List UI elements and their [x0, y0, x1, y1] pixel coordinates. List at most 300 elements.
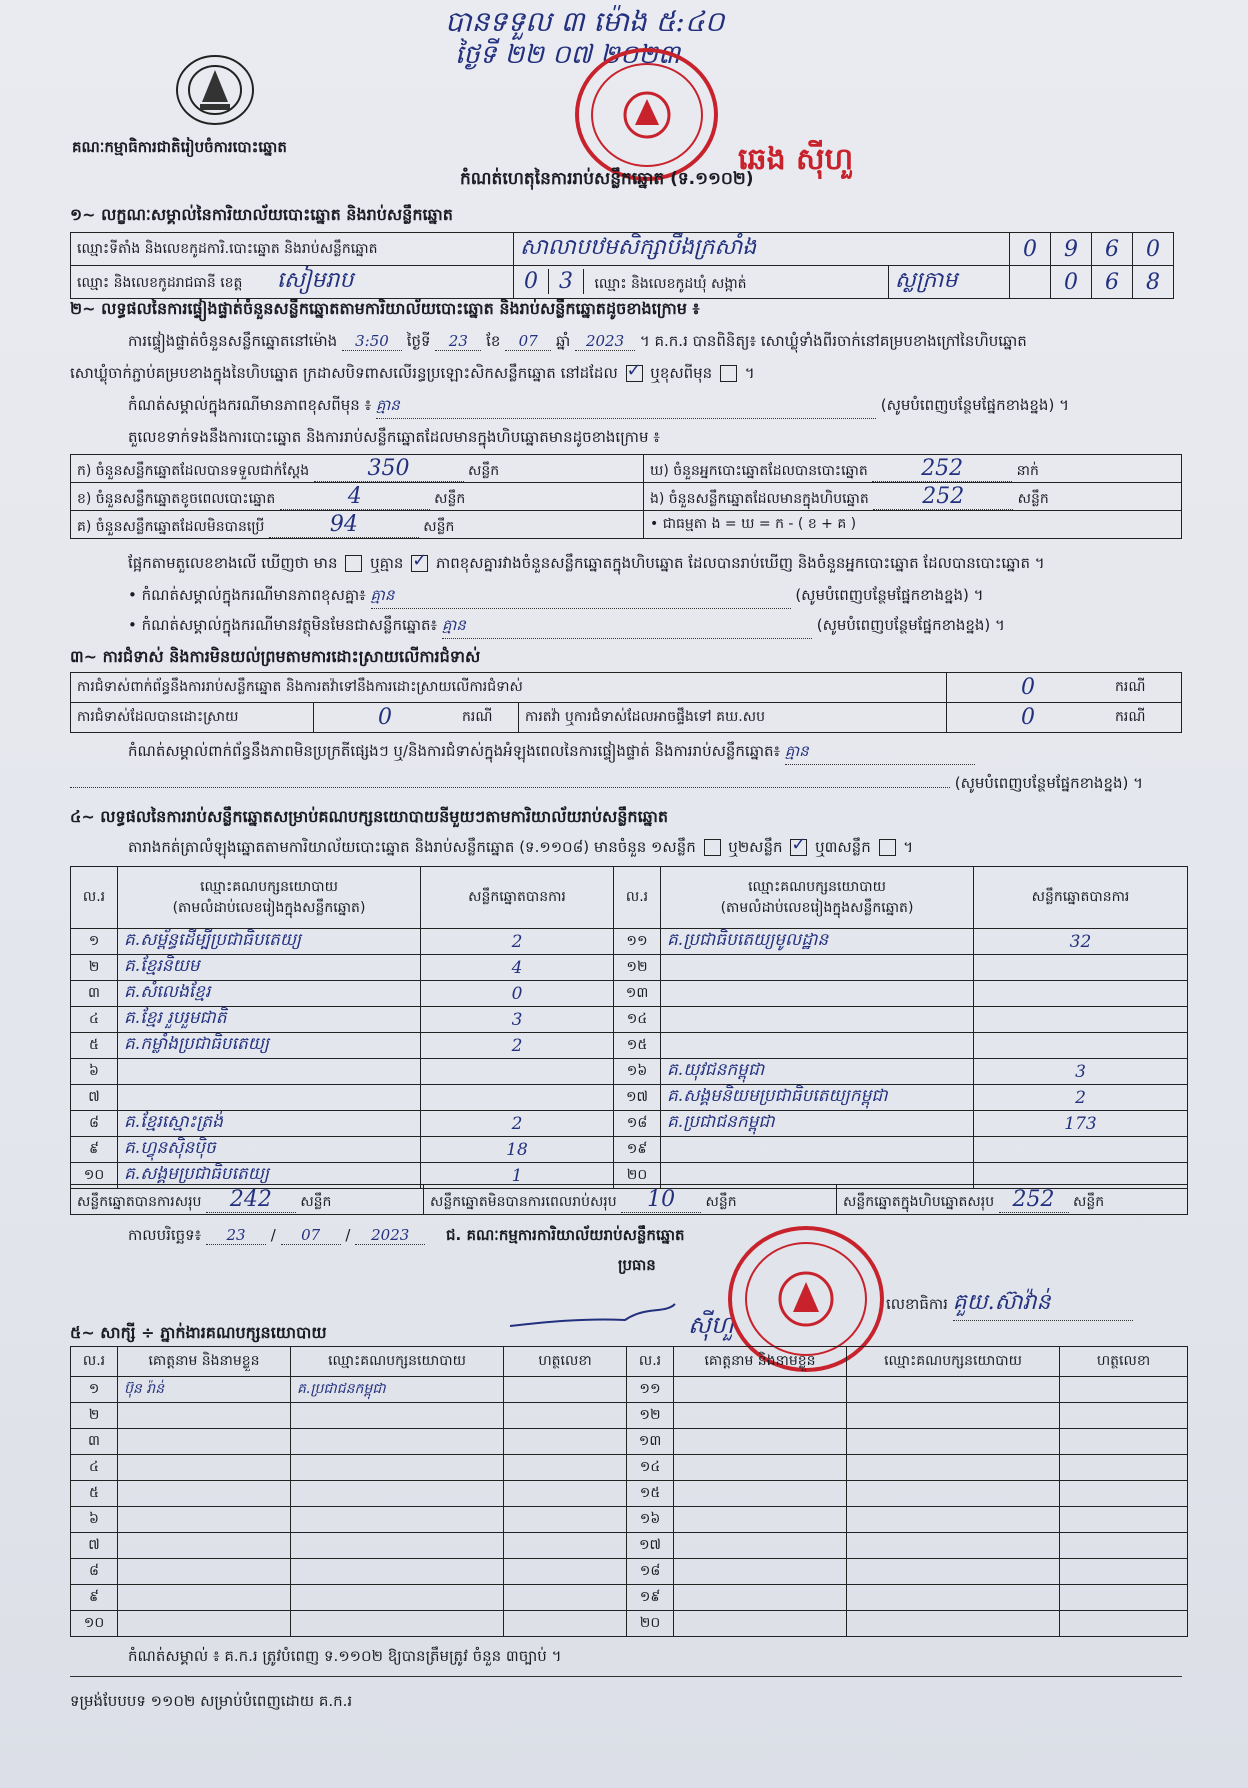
resolved-unit: ករណី: [456, 703, 519, 733]
objection-row1-value: 0: [947, 673, 1110, 703]
result-no: ៤: [71, 1007, 118, 1033]
witness-name-right: [674, 1585, 847, 1611]
different-checkbox[interactable]: [720, 365, 737, 382]
witness-row: [71, 1455, 1188, 1481]
result-no: ៦: [71, 1059, 118, 1085]
witness-sign-right: [1060, 1455, 1188, 1481]
chair-signature: ស៊ីហួ: [688, 1311, 734, 1339]
witness-name: [118, 1507, 291, 1533]
location-value: សាលាបឋមសិក្សាបឹងក្រសាំង: [514, 233, 1010, 266]
kc-unit: សន្លឹក: [423, 518, 455, 535]
ka-value: 350: [314, 456, 464, 482]
result-votes-right: [974, 955, 1188, 981]
witness-party-right: [847, 1377, 1060, 1403]
result-party-right: គ.ប្រជាជនកម្ពុជា: [661, 1111, 974, 1137]
witness-row: [71, 1403, 1188, 1429]
witness-name-right: [674, 1377, 847, 1403]
stamp-name: ឆេង ស៊ីហួ: [738, 142, 854, 177]
result-row: [71, 1085, 1188, 1111]
result-votes: 2: [421, 1111, 614, 1137]
result-no: ៣: [71, 981, 118, 1007]
result-party-right: [661, 955, 974, 981]
witness-party: [291, 1403, 504, 1429]
committee-label: ជ. គណៈកម្មការការិយាល័យរាប់សន្លឹកឆ្នោត: [446, 1226, 685, 1244]
note-diff-label: កំណត់សម្គាល់ក្នុងករណីមានភាពខុសពីមុន ៖: [128, 396, 372, 414]
org-name: គណៈកម្មាធិការជាតិរៀបចំការបោះឆ្នោត: [72, 138, 287, 156]
section1-table: [70, 232, 1174, 299]
bullet-diff-label: • កំណត់សម្គាល់ក្នុងករណីមានភាពខុសគ្នា៖: [128, 586, 366, 604]
result-votes: [421, 1059, 614, 1085]
result-no: ៨: [71, 1111, 118, 1137]
date-label: កាលបរិច្ឆេទ៖: [128, 1226, 202, 1244]
kb-label: ខ) ចំនួនសន្លឹកឆ្នោតខូចពេលបោះឆ្នោត: [77, 490, 276, 507]
total-valid-label: សន្លឹកឆ្នោតបានការសរុប: [77, 1193, 202, 1210]
nec-emblem-icon: [172, 50, 258, 130]
result-votes-right: [974, 1033, 1188, 1059]
appeal-label: ការតវ៉ា ឬការជំទាស់ដែលអាចផ្ទឹងទៅ គឃ.សប: [519, 703, 947, 733]
section2-title: ២~ លទ្ធផលនៃការផ្ទៀងផ្ទាត់ចំនួនសន្លឹកឆ្នោតតាមការិយាល័យបោះឆ្នោត និងរាប់សន្លឹកឆ្នោតដូចខាងក្រោម ៖: [70, 299, 700, 318]
received-note: បានទទួល ៣ ម៉ោង ៥:៤០: [445, 5, 725, 38]
secretary-label: លេខាធិការ: [886, 1295, 948, 1313]
bullet-diff-suffix: (សូមបំពេញបន្ថែមផ្នែកខាងខ្នង) ។: [795, 586, 984, 604]
witness-party: [291, 1611, 504, 1637]
witness-party-right: [847, 1403, 1060, 1429]
witness-row: [71, 1585, 1188, 1611]
bullet-object-line: [128, 616, 1188, 639]
witness-no: ៩: [71, 1585, 118, 1611]
footnote: កំណត់សម្គាល់ ៖ គ.ក.រ ត្រូវបំពេញ ទ.១១០២ ឱ្យបានត្រឹមត្រូវ ចំនួន ៣ច្បាប់ ។: [128, 1647, 562, 1665]
result-row: [71, 955, 1188, 981]
witness-name-right: [674, 1429, 847, 1455]
witness-no-right: ២០: [627, 1611, 674, 1637]
result-party-right: គ.យុវជនកម្ពុជា: [661, 1059, 974, 1085]
commune-code-3: 8: [1133, 266, 1174, 299]
location-code-1: 0: [1010, 233, 1051, 266]
total-box-label: សន្លឹកឆ្នោតក្នុងហិបឆ្នោតសរុប: [843, 1193, 995, 1210]
kc-label: គ) ចំនួនសន្លឹកឆ្នោតដែលមិនបានប្រើ: [77, 518, 265, 535]
witness-sign-right: [1060, 1611, 1188, 1637]
objection-row1-label: ការជំទាស់ពាក់ព័ន្ធនឹងការរាប់សន្លឹកឆ្នោត និងការតវ៉ាទៅនឹងការដោះស្រាយលើការជំទាស់: [71, 673, 947, 703]
ka-unit: សន្លឹក: [468, 462, 500, 479]
result-party: គ.សំលេងខ្មែរ: [118, 981, 421, 1007]
witness-sign-right: [1060, 1533, 1188, 1559]
diff-text-c: ភាពខុសគ្នារវាងចំនួនសន្លឹកឆ្នោតក្នុងហិបឆ្នោត ដែលបានរាប់ឃើញ និងចំនួនអ្នកបោះឆ្នោត ដែលបានបោះឆ្នោត ។: [435, 554, 1045, 572]
results-col-party-right: ឈ្មោះគណបក្សនយោបាយ: [748, 878, 886, 895]
location-label: ឈ្មោះទីតាំង និងលេខកូដការិ.បោះឆ្នោត និងរាប់សន្លឹកឆ្នោត: [71, 233, 514, 266]
result-no: ១: [71, 929, 118, 955]
witness-name: [118, 1559, 291, 1585]
result-no: ៧: [71, 1085, 118, 1111]
result-votes: 0: [421, 981, 614, 1007]
secretary-name: គួយ.ស៊ាវ៉ាន់: [953, 1288, 1133, 1321]
witness-sign-right: [1060, 1559, 1188, 1585]
objection-table: [70, 672, 1182, 733]
result-votes: 18: [421, 1137, 614, 1163]
witness-no: ១: [71, 1377, 118, 1403]
witness-no: ១០: [71, 1611, 118, 1637]
witness-no-right: ១៣: [627, 1429, 674, 1455]
result-votes-right: [974, 1137, 1188, 1163]
results-col-party-sub: (តាមលំដាប់លេខរៀងក្នុងសន្លឹកឆ្នោត): [172, 899, 366, 916]
date-year: 2023: [355, 1226, 425, 1245]
witness-name: ប៊ុន រ៉ាន់: [118, 1377, 291, 1403]
result-no: ១០: [71, 1163, 118, 1189]
result-party: គ.ខ្មែរស្មោះត្រង់: [118, 1111, 421, 1137]
footer: ទម្រង់បែបបទ ១១០២ សម្រាប់បំពេញដោយ គ.ក.រ: [70, 1692, 353, 1710]
result-votes: 2: [421, 1033, 614, 1059]
result-no-right: ១១: [614, 929, 661, 955]
witness-party-right: [847, 1455, 1060, 1481]
count-time: 3:50: [342, 332, 402, 351]
result-party: គ.សម្ព័ន្ធដើម្បីប្រជាធិបតេយ្យ: [118, 929, 421, 955]
result-no-right: ១២: [614, 955, 661, 981]
same-checkbox[interactable]: [626, 365, 643, 382]
totals-table: [70, 1184, 1188, 1215]
result-votes-right: 32: [974, 929, 1188, 955]
witness-row: [71, 1533, 1188, 1559]
result-votes-right: 2: [974, 1085, 1188, 1111]
witness-col-no-right: ល.រ: [627, 1347, 674, 1377]
result-votes: 1: [421, 1163, 614, 1189]
results-col-party-sub-right: (តាមលំដាប់លេខរៀងក្នុងសន្លឹកឆ្នោត): [720, 899, 914, 916]
diff-text-b: ឬគ្មាន: [370, 554, 404, 572]
count-month: 07: [505, 332, 551, 351]
witness-no: ៤: [71, 1455, 118, 1481]
witness-party: គ.ប្រជាជនកម្ពុជា: [291, 1377, 504, 1403]
province-code-2: 3: [549, 269, 584, 294]
commune-code-1: 0: [1051, 266, 1092, 299]
witness-no: ៥: [71, 1481, 118, 1507]
bullet-object-label: • កំណត់សម្គាល់ក្នុងករណីមានវត្ថុមិនមែនជាសន្លឹកឆ្នោត៖: [128, 616, 438, 634]
witness-col-name-right: គោត្តនាម និងនាមខ្លួន: [674, 1347, 847, 1377]
result-party-right: [661, 1007, 974, 1033]
p1-text-d: ឆ្នាំ: [555, 332, 571, 350]
witness-party-right: [847, 1429, 1060, 1455]
result-party-right: គ.ប្រជាធិបតេយ្យមូលដ្ឋាន: [661, 929, 974, 955]
witness-name-right: [674, 1455, 847, 1481]
irregular-note-blank: [70, 787, 950, 788]
result-row: [71, 1007, 1188, 1033]
location-code-3: 6: [1092, 233, 1133, 266]
results-table: [70, 866, 1188, 1189]
total-invalid-label: សន្លឹកឆ្នោតមិនបានការពេលរាប់សរុប: [430, 1193, 617, 1210]
witness-name: [118, 1533, 291, 1559]
section2-paragraph-3: តួលេខទាក់ទងនឹងការបោះឆ្នោត និងការរាប់សន្លឹកឆ្នោតដែលមានក្នុងហិបឆ្នោតមានដូចខាងក្រោម ៖: [128, 428, 660, 446]
result-party: គ.ខ្មែរ រួបរួមជាតិ: [118, 1007, 421, 1033]
witness-no-right: ១៥: [627, 1481, 674, 1507]
results-col-votes-right: សន្លឹកឆ្នោតបានការ: [974, 867, 1188, 929]
commune-code-2: 6: [1092, 266, 1133, 299]
witness-name: [118, 1611, 291, 1637]
witness-row: [71, 1611, 1188, 1637]
witness-name-right: [674, 1403, 847, 1429]
witness-col-sign-right: ហត្ថលេខា: [1060, 1347, 1188, 1377]
result-row: [71, 1059, 1188, 1085]
result-party-right: [661, 981, 974, 1007]
section1-title: ១~ លក្ខណៈសម្គាល់នៃការិយាល័យបោះឆ្នោត និងរាប់សន្លឹកឆ្នោត: [70, 205, 453, 224]
results-col-no-right: ល.រ: [614, 867, 661, 929]
witness-party-right: [847, 1481, 1060, 1507]
witness-no-right: ១៤: [627, 1455, 674, 1481]
witness-name-right: [674, 1533, 847, 1559]
witness-row: [71, 1481, 1188, 1507]
resolved-label: ការជំទាស់ដែលបានដោះស្រាយ: [71, 703, 314, 733]
total-box-value: 252: [999, 1187, 1069, 1213]
intro-text-3: ឬ៣សន្លឹក: [815, 838, 871, 856]
irregular-note-suffix: (សូមបំពេញបន្ថែមផ្នែកខាងខ្នង) ។: [954, 774, 1144, 792]
ka-label: ក) ចំនួនសន្លឹកឆ្នោតដែលបានទទួលជាក់ស្ដែង: [77, 462, 310, 479]
objection-row1-unit: ករណី: [1109, 673, 1182, 703]
bullet-diff-line: [128, 586, 1188, 609]
witness-row: [71, 1507, 1188, 1533]
irregular-note-value: គ្មាន: [785, 742, 975, 765]
witness-table: [70, 1346, 1188, 1637]
result-votes-right: 173: [974, 1111, 1188, 1137]
ke-value: 252: [873, 484, 1013, 510]
result-row: [71, 1137, 1188, 1163]
kb-value: 4: [280, 484, 430, 510]
two-sheet-checkbox[interactable]: [790, 839, 807, 856]
result-votes: [421, 1085, 614, 1111]
province-label: ឈ្មោះ និងលេខកូដរាជធានី ខេត្ត: [77, 275, 243, 291]
witness-party-right: [847, 1533, 1060, 1559]
p2-text: សោឃ្លុំចាក់ភ្ជាប់គម្របខាងក្នុងនៃហិបឆ្នោត ក្រដាសបិទពាសលើរន្ធប្រឡោះសិកសន្លឹកឆ្នោត នៅដដែល: [70, 364, 618, 382]
counts-table: [70, 454, 1182, 539]
result-party: គ.ខ្មែរនិយម: [118, 955, 421, 981]
witness-party: [291, 1559, 504, 1585]
witness-party: [291, 1429, 504, 1455]
province-value: សៀមរាប: [276, 268, 354, 293]
witness-party: [291, 1481, 504, 1507]
result-party-right: [661, 1137, 974, 1163]
witness-name: [118, 1455, 291, 1481]
secretary-line: [886, 1288, 1133, 1321]
diff-line: [128, 554, 1188, 576]
witness-no: ២: [71, 1403, 118, 1429]
ke-label: ង) ចំនួនសន្លឹកឆ្នោតដែលមានក្នុងហិបឆ្នោត: [650, 490, 869, 507]
result-party-right: [661, 1033, 974, 1059]
total-invalid-value: 10: [621, 1187, 701, 1213]
results-col-party: ឈ្មោះគណបក្សនយោបាយ: [200, 878, 338, 895]
witness-sign-right: [1060, 1507, 1188, 1533]
p1-text-e: ។ គ.ក.រ បានពិនិត្យ៖ សោឃ្លុំទាំងពីរចាក់នៅគម្របខាងក្រៅនៃហិបឆ្នោត: [639, 332, 1027, 350]
date-day: 23: [206, 1226, 266, 1245]
witness-party: [291, 1533, 504, 1559]
witness-sign-right: [1060, 1481, 1188, 1507]
witness-sign: [504, 1559, 627, 1585]
witness-row: [71, 1559, 1188, 1585]
witness-name-right: [674, 1481, 847, 1507]
official-seal-top: [575, 48, 718, 181]
result-no: ៩: [71, 1137, 118, 1163]
bullet-diff-value: គ្មាន: [371, 586, 791, 609]
witness-sign-right: [1060, 1403, 1188, 1429]
irregular-note-line2: [70, 774, 1188, 796]
chair-label: ប្រធាន: [618, 1256, 656, 1274]
witness-name: [118, 1429, 291, 1455]
witness-sign-right: [1060, 1585, 1188, 1611]
result-no: ៥: [71, 1033, 118, 1059]
witness-party: [291, 1507, 504, 1533]
witness-sign-right: [1060, 1377, 1188, 1403]
kb-unit: សន្លឹក: [434, 490, 466, 507]
date-month: 07: [281, 1226, 341, 1245]
p2-or-text: ឬខុសពីមុន: [650, 364, 713, 382]
result-votes: 3: [421, 1007, 614, 1033]
result-no-right: ១៥: [614, 1033, 661, 1059]
section4-title: ៤~ លទ្ធផលនៃការរាប់សន្លឹកឆ្នោតសម្រាប់គណបក្សនយោបាយនីមួយៗតាមការិយាល័យរាប់សន្លឹកឆ្នោត: [70, 807, 669, 826]
witness-name: [118, 1585, 291, 1611]
witness-sign: [504, 1533, 627, 1559]
received-date: ថ្ងៃទី ២២ ០៧ ២០២៣: [455, 40, 681, 70]
witness-sign: [504, 1507, 627, 1533]
p1-text-a: ការផ្ទៀងផ្ទាត់ចំនួនសន្លឹកឆ្នោតនៅម៉ោង: [128, 332, 338, 350]
result-party-right: គ.សង្គមនិយមប្រជាធិបតេយ្យកម្ពុជា: [661, 1085, 974, 1111]
witness-sign: [504, 1455, 627, 1481]
witness-sign: [504, 1481, 627, 1507]
witness-sign: [504, 1429, 627, 1455]
witness-party-right: [847, 1507, 1060, 1533]
result-no-right: ២០: [614, 1163, 661, 1189]
chair-signature-stroke: [505, 1296, 685, 1336]
witness-sign: [504, 1611, 627, 1637]
p1-text-b: ថ្ងៃទី: [406, 332, 431, 350]
witness-party: [291, 1455, 504, 1481]
witness-sign: [504, 1585, 627, 1611]
footer-rule: [70, 1676, 1182, 1677]
appeal-value: 0: [947, 703, 1110, 733]
kc-value: 94: [269, 512, 419, 538]
total-box-unit: សន្លឹក: [1072, 1193, 1105, 1210]
result-no: ២: [71, 955, 118, 981]
witness-no: ៣: [71, 1429, 118, 1455]
p1-text-c: ខែ: [486, 332, 501, 350]
intro-text-2: ឬ២សន្លឹក: [728, 838, 783, 856]
seal-emblem-icon: [591, 63, 703, 167]
three-sheet-checkbox[interactable]: [879, 839, 896, 856]
total-valid-unit: សន្លឹក: [300, 1193, 332, 1210]
result-row: [71, 1033, 1188, 1059]
result-no-right: ១៦: [614, 1059, 661, 1085]
result-votes: 4: [421, 955, 614, 981]
section2-paragraph-1: [128, 332, 1188, 354]
witness-col-party-right: ឈ្មោះគណបក្សនយោបាយ: [847, 1347, 1060, 1377]
witness-no-right: ១១: [627, 1377, 674, 1403]
result-no-right: ១៣: [614, 981, 661, 1007]
irregular-note-line: [128, 742, 1188, 765]
count-day: 23: [435, 332, 481, 351]
witness-col-sign: ហត្ថលេខា: [504, 1347, 627, 1377]
result-no-right: ១៩: [614, 1137, 661, 1163]
result-party: គ.កម្លាំងប្រជាធិបតេយ្យ: [118, 1033, 421, 1059]
result-no-right: ១៧: [614, 1085, 661, 1111]
commune-label: ឈ្មោះ និងលេខកូដឃុំ សង្កាត់: [594, 276, 747, 292]
witness-party-right: [847, 1559, 1060, 1585]
witness-party-right: [847, 1585, 1060, 1611]
witness-col-party: ឈ្មោះគណបក្សនយោបាយ: [291, 1347, 504, 1377]
section2-paragraph-2: សោឃ្លុំចាក់ភ្ជាប់គម្របខាងក្នុងនៃហិបឆ្នោត ក្រដាសបិទពាសលើរន្ធប្រឡោះសិកសន្លឹកឆ្នោត នៅដដែល ✓ ឬខុសពីមុន ។: [70, 364, 755, 386]
witness-no-right: ១៨: [627, 1559, 674, 1585]
results-col-no: ល.រ: [71, 867, 118, 929]
witness-row: [71, 1429, 1188, 1455]
bullet-object-value: គ្មាន: [442, 616, 812, 639]
witness-no-right: ១២: [627, 1403, 674, 1429]
kd-value: 252: [872, 456, 1012, 482]
bullet-object-suffix: (សូមបំពេញបន្ថែមផ្នែកខាងខ្នង) ។: [816, 616, 1005, 634]
witness-col-name: គោត្តនាម និងនាមខ្លួន: [118, 1347, 291, 1377]
irregular-note-label: កំណត់សម្គាល់ពាក់ព័ន្ធនឹងភាពមិនប្រក្រតីផ្សេងៗ ឬ/និងការជំទាស់ក្នុងអំឡុងពេលនៃការផ្ទៀងផ្ទាត់ និងការរាប់សន្លឹកឆ្នោត៖: [128, 742, 781, 760]
kd-label: ឃ) ចំនួនអ្នកបោះឆ្នោតដែលបានបោះឆ្នោត: [650, 462, 868, 479]
result-party: [118, 1059, 421, 1085]
result-votes-right: 3: [974, 1059, 1188, 1085]
location-code-4: 0: [1133, 233, 1174, 266]
witness-no-right: ១៩: [627, 1585, 674, 1611]
witness-no: ៦: [71, 1507, 118, 1533]
results-col-votes: សន្លឹកឆ្នោតបានការ: [421, 867, 614, 929]
witness-no: ៨: [71, 1559, 118, 1585]
result-votes-right: [974, 981, 1188, 1007]
formula: • ជាធម្មតា ង = ឃ = ក - ( ខ + គ ): [644, 511, 1182, 539]
witness-name-right: [674, 1611, 847, 1637]
note-diff-suffix: (សូមបំពេញបន្ថែមផ្នែកខាងខ្នង) ។: [880, 396, 1069, 414]
result-row: [71, 1111, 1188, 1137]
result-row: [71, 929, 1188, 955]
location-code-2: 9: [1051, 233, 1092, 266]
resolved-value: 0: [314, 703, 457, 733]
kd-unit: នាក់: [1016, 462, 1039, 479]
witness-col-no: ល.រ: [71, 1347, 118, 1377]
result-row: [71, 981, 1188, 1007]
province-code-1: 0: [514, 269, 549, 294]
witness-no: ៧: [71, 1533, 118, 1559]
result-party: គ.ហ្វុនស៊ិនប៉ិច: [118, 1137, 421, 1163]
witness-name: [118, 1403, 291, 1429]
witness-sign-right: [1060, 1429, 1188, 1455]
intro-text: តារាងកត់ត្រាលំឡុងឆ្នោតតាមការិយាល័យបោះឆ្នោត និងរាប់សន្លឹកឆ្នោត (ទ.១១០៨) មានចំនួន ១សន្លឹក: [128, 838, 696, 856]
result-votes: 2: [421, 929, 614, 955]
note-diff-line: [128, 396, 1188, 419]
ke-unit: សន្លឹក: [1017, 490, 1049, 507]
date-line: កាលបរិច្ឆេទ៖ 23 / 07 / 2023 ជ. គណៈកម្មការការិយាល័យរាប់សន្លឹកឆ្នោត: [128, 1226, 685, 1244]
form-title: កំណត់ហេតុនៃការរាប់សន្លឹកឆ្នោត (ទ.១១០២): [460, 169, 754, 189]
has-diff-checkbox[interactable]: [345, 555, 362, 572]
total-invalid-unit: សន្លឹក: [705, 1193, 737, 1210]
witness-name-right: [674, 1507, 847, 1533]
one-sheet-checkbox[interactable]: [704, 839, 721, 856]
diff-text-a: ផ្អែកតាមតួលេខខាងលើ ឃើញថា មាន: [128, 554, 338, 572]
witness-no-right: ១៧: [627, 1533, 674, 1559]
total-valid-value: 242: [206, 1187, 296, 1213]
section4-intro: តារាងកត់ត្រាលំឡុងឆ្នោតតាមការិយាល័យបោះឆ្នោត និងរាប់សន្លឹកឆ្នោត (ទ.១១០៨) មានចំនួន ១សន្លឹក ឬ២សន្លឹក ✓ ឬ៣សន្លឹក ។: [128, 838, 913, 860]
witness-sign: [504, 1403, 627, 1429]
commune-value: ស្លក្រាម: [888, 266, 1009, 299]
witness-no-right: ១៦: [627, 1507, 674, 1533]
section5-title: ៥~ សាក្សី ÷ ភ្នាក់ងារគណបក្សនយោបាយ: [70, 1323, 327, 1342]
witness-name-right: [674, 1559, 847, 1585]
result-party: គ.សង្គមប្រជាធិបតេយ្យ: [118, 1163, 421, 1189]
count-year: 2023: [575, 332, 635, 351]
appeal-unit: ករណី: [1109, 703, 1182, 733]
witness-party: [291, 1585, 504, 1611]
witness-name: [118, 1481, 291, 1507]
witness-row: [71, 1377, 1188, 1403]
section3-title: ៣~ ការជំទាស់ និងការមិនយល់ព្រមតាមការដោះស្រាយលើការជំទាស់: [70, 647, 481, 666]
result-votes-right: [974, 1007, 1188, 1033]
seal-bottom-emblem-icon: [745, 1242, 867, 1356]
result-party: [118, 1085, 421, 1111]
no-diff-checkbox[interactable]: [411, 555, 428, 572]
note-diff-value: គ្មាន: [376, 396, 876, 419]
